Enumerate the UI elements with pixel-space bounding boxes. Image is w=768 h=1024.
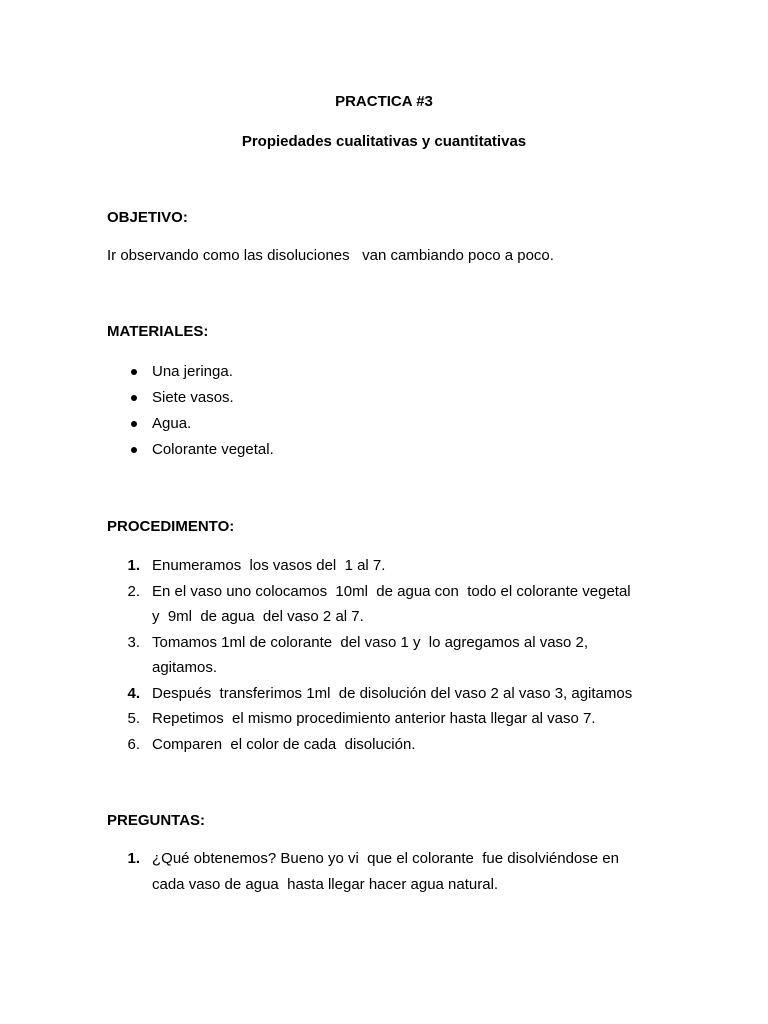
- preguntas-line: cada vaso de agua hasta llegar hacer agua natural.: [152, 876, 499, 893]
- list-number: 3.: [127, 634, 140, 651]
- document-title: PRACTICA #3: [335, 93, 433, 110]
- procedimiento-heading: PROCEDIMENTO:: [107, 518, 235, 535]
- materiales-item: Agua.: [152, 415, 192, 432]
- materiales-item: Colorante vegetal.: [152, 441, 274, 458]
- list-number: 6.: [127, 736, 140, 753]
- procedimiento-line: Repetimos el mismo procedimiento anterior hasta llegar al vaso 7.: [152, 710, 596, 727]
- preguntas-heading: PREGUNTAS:: [107, 812, 206, 829]
- objetivo-text: Ir observando como las disoluciones van cambiando poco a poco.: [107, 247, 554, 264]
- materiales-heading: MATERIALES:: [107, 323, 209, 340]
- document-subtitle: Propiedades cualitativas y cuantitativas: [241, 133, 527, 150]
- list-number: 2.: [127, 583, 140, 600]
- procedimiento-line: Tomamos 1ml de colorante del vaso 1 y lo agregamos al vaso 2,: [152, 634, 589, 651]
- procedimiento-line: En el vaso uno colocamos 10ml de agua con todo el colorante vegetal: [152, 583, 631, 600]
- bullet-icon: [131, 447, 137, 453]
- bullet-icon: [131, 395, 137, 401]
- preguntas-line: ¿Qué obtenemos? Bueno yo vi que el colorante fue disolviéndose en: [152, 850, 619, 867]
- list-number: 4.: [127, 685, 140, 702]
- list-number: 5.: [127, 710, 140, 727]
- procedimiento-line: Después transferimos 1ml de disolución del vaso 2 al vaso 3, agitamos: [152, 685, 633, 702]
- procedimiento-line: agitamos.: [152, 659, 218, 676]
- procedimiento-line: y 9ml de agua del vaso 2 al 7.: [152, 608, 364, 625]
- list-number: 1.: [127, 850, 140, 867]
- bullet-icon: [131, 421, 137, 427]
- materiales-item: Siete vasos.: [152, 389, 234, 406]
- objetivo-heading: OBJETIVO:: [107, 209, 188, 226]
- procedimiento-line: Enumeramos los vasos del 1 al 7.: [152, 557, 386, 574]
- procedimiento-line: Comparen el color de cada disolución.: [152, 736, 416, 753]
- list-number: 1.: [127, 557, 140, 574]
- materiales-item: Una jeringa.: [152, 363, 233, 380]
- bullet-icon: [131, 369, 137, 375]
